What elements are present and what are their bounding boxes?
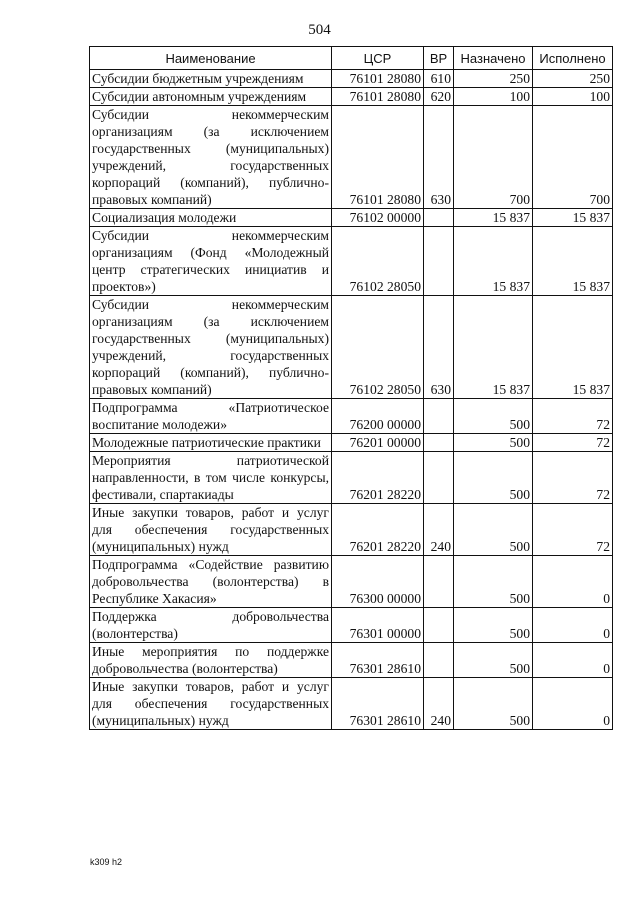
cell-vr (424, 556, 454, 608)
cell-vr: 620 (424, 88, 454, 106)
cell-executed: 0 (533, 678, 613, 730)
cell-assigned: 500 (454, 452, 533, 504)
cell-assigned: 700 (454, 106, 533, 209)
cell-executed: 72 (533, 504, 613, 556)
cell-name: Подпрограмма «Патриотическое воспитание молодежи» (90, 399, 332, 434)
cell-name: Иные мероприятия по поддержке добровольчества (волонтерства) (90, 643, 332, 678)
table-row (90, 399, 613, 434)
cell-vr: 630 (424, 296, 454, 399)
cell-vr (424, 227, 454, 296)
cell-vr (424, 399, 454, 434)
cell-assigned: 500 (454, 399, 533, 434)
cell-name: Подпрограмма «Содействие развитию добровольчества (волонтерства) в Республике Хакасия» (90, 556, 332, 608)
cell-vr (424, 452, 454, 504)
cell-csr: 76101 28080 (332, 70, 424, 88)
cell-name: Молодежные патриотические практики (90, 434, 332, 452)
cell-executed: 100 (533, 88, 613, 106)
cell-csr: 76301 28610 (332, 678, 424, 730)
cell-csr: 76102 00000 (332, 209, 424, 227)
cell-executed: 15 837 (533, 296, 613, 399)
cell-executed: 15 837 (533, 209, 613, 227)
table-row (90, 643, 613, 678)
table-row (90, 106, 613, 209)
page-number: 504 (308, 22, 331, 38)
header-name: Наименование (90, 47, 332, 70)
header-csr: ЦСР (332, 47, 424, 70)
cell-name: Мероприятия патриотической направленности, в том числе конкурсы, фестивали, спартакиады (90, 452, 332, 504)
cell-assigned: 500 (454, 643, 533, 678)
table-row (90, 556, 613, 608)
cell-vr (424, 209, 454, 227)
cell-vr: 630 (424, 106, 454, 209)
table-row (90, 608, 613, 643)
cell-csr: 76301 00000 (332, 608, 424, 643)
cell-assigned: 15 837 (454, 227, 533, 296)
table-row (90, 70, 613, 88)
cell-name: Иные закупки товаров, работ и услуг для обеспечения государственных (муниципальных) нужд (90, 678, 332, 730)
cell-executed: 700 (533, 106, 613, 209)
cell-assigned: 250 (454, 70, 533, 88)
cell-assigned: 500 (454, 556, 533, 608)
cell-vr (424, 608, 454, 643)
table-row (90, 504, 613, 556)
budget-table (89, 46, 613, 730)
cell-executed: 72 (533, 399, 613, 434)
table-row (90, 434, 613, 452)
cell-name: Субсидии автономным учреждениям (90, 88, 332, 106)
cell-assigned: 15 837 (454, 296, 533, 399)
table-row (90, 227, 613, 296)
cell-csr: 76101 28080 (332, 88, 424, 106)
cell-assigned: 100 (454, 88, 533, 106)
footer-code: k309 h2 (90, 857, 123, 867)
table-body (90, 70, 613, 730)
cell-executed: 0 (533, 643, 613, 678)
table-row (90, 678, 613, 730)
header-executed: Исполнено (533, 47, 613, 70)
table-row (90, 209, 613, 227)
cell-csr: 76101 28080 (332, 106, 424, 209)
table-header-row (90, 47, 613, 70)
cell-csr: 76201 28220 (332, 452, 424, 504)
cell-executed: 250 (533, 70, 613, 88)
cell-name: Субсидии некоммерческим организациям (за исключением государственных (муниципальных) учреждений, государственных корпораций (компаний), публично-правовых компаний) (90, 296, 332, 399)
cell-executed: 15 837 (533, 227, 613, 296)
cell-name: Субсидии бюджетным учреждениям (90, 70, 332, 88)
cell-executed: 72 (533, 434, 613, 452)
cell-csr: 76301 28610 (332, 643, 424, 678)
cell-executed: 0 (533, 556, 613, 608)
cell-assigned: 15 837 (454, 209, 533, 227)
cell-executed: 0 (533, 608, 613, 643)
cell-vr: 240 (424, 678, 454, 730)
cell-assigned: 500 (454, 678, 533, 730)
cell-name: Субсидии некоммерческим организациям (Фонд «Молодежный центр стратегических инициатив и проектов») (90, 227, 332, 296)
cell-csr: 76200 00000 (332, 399, 424, 434)
header-assigned: Назначено (454, 47, 533, 70)
cell-name: Социализация молодежи (90, 209, 332, 227)
table-row (90, 88, 613, 106)
header-vr: ВР (424, 47, 454, 70)
cell-vr: 610 (424, 70, 454, 88)
cell-name: Субсидии некоммерческим организациям (за исключением государственных (муниципальных) учреждений, государственных корпораций (компаний), публично-правовых компаний) (90, 106, 332, 209)
cell-assigned: 500 (454, 434, 533, 452)
cell-vr (424, 434, 454, 452)
cell-assigned: 500 (454, 504, 533, 556)
cell-executed: 72 (533, 452, 613, 504)
cell-csr: 76300 00000 (332, 556, 424, 608)
cell-assigned: 500 (454, 608, 533, 643)
cell-vr (424, 643, 454, 678)
table-row (90, 452, 613, 504)
cell-name: Поддержка добровольчества (волонтерства) (90, 608, 332, 643)
cell-vr: 240 (424, 504, 454, 556)
cell-csr: 76201 28220 (332, 504, 424, 556)
cell-csr: 76102 28050 (332, 296, 424, 399)
cell-name: Иные закупки товаров, работ и услуг для обеспечения государственных (муниципальных) нужд (90, 504, 332, 556)
table-row (90, 296, 613, 399)
cell-csr: 76201 00000 (332, 434, 424, 452)
cell-csr: 76102 28050 (332, 227, 424, 296)
